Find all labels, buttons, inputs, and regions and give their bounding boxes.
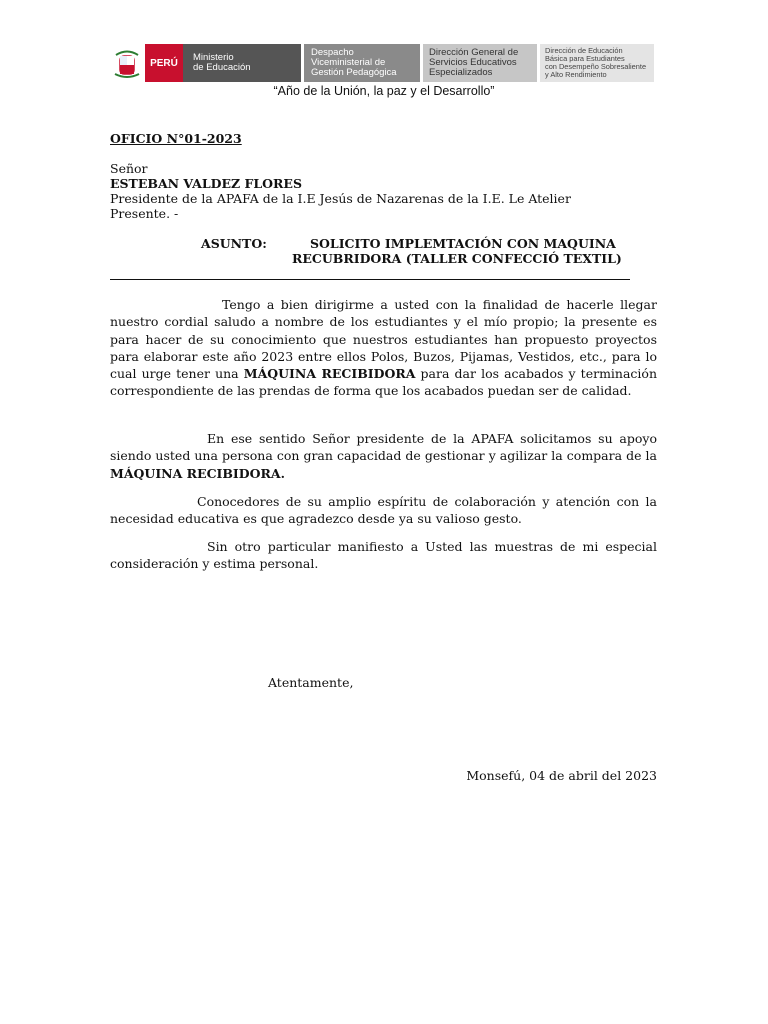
viceministry-text: Despacho Viceministerial de Gestión Pedagógica (311, 47, 397, 78)
paragraph-2-bold: MÁQUINA RECIBIDORA. (110, 465, 285, 481)
present-line: Presente. - (110, 206, 179, 221)
year-motto: “Año de la Unión, la paz y el Desarrollo” (273, 84, 495, 98)
paragraph-2 (110, 430, 657, 482)
paragraph-3: Conocedores de su amplio espíritu de colaboración y atención con la necesidad educativa es que agradezco desde ya su valioso gesto. (110, 494, 657, 527)
paragraph-1 (110, 296, 657, 400)
closing: Atentamente, (268, 675, 354, 690)
subject-line-2: RECUBRIDORA (TALLER CONFECCIÓ TEXTIL) (292, 251, 622, 266)
paragraph-4: Sin otro particular manifiesto a Usted las muestras de mi especial consideración y estima personal. (110, 539, 657, 572)
paragraph-1-text-a: Tengo a bien dirigirme a usted con la finalidad de hacerle llegar nuestro cordial saludo a nombre de los estudiantes y el mío propio; la presente es para hacer de su conocimiento que nuestros estudiantes han propuesto proyectos para elaborar este año 2023 entre ellos Polos, Buzos, Pijamas, Vestidos, etc., para lo cual urge tener una (110, 297, 657, 382)
paragraph-1-bold: MÁQUINA RECIBIDORA (243, 366, 416, 382)
direction-general-text: Dirección General de Servicios Educativos Especializados (429, 47, 519, 78)
institution-banner (109, 44, 654, 82)
direction-education-label (540, 44, 654, 82)
recipient-name: ESTEBAN VALDEZ FLORES (110, 176, 302, 191)
peru-coat-of-arms-icon (109, 44, 145, 82)
recipient-role: Presidente de la APAFA de la I.E Jesús de Nazarenas de la I.E. Le Atelier (110, 191, 571, 206)
subject-label: ASUNTO: (201, 236, 267, 251)
paragraph-2-text: En ese sentido Señor presidente de la APAFA solicitamos su apoyo siendo usted una persona con gran capacidad de gestionar y agilizar la compara de la (110, 431, 657, 464)
ministry-label (183, 44, 301, 82)
direction-education-text: Dirección de Educación Básica para Estudiantes con Desempeño Sobresaliente y Alto Rendimiento (545, 46, 647, 79)
subject-divider (110, 279, 630, 280)
paragraph-1-text-b: para dar los acabados y terminación correspondiente de las prendas de forma que los acabados puedan ser de calidad. (110, 366, 657, 399)
place-date: Monsefú, 04 de abril del 2023 (466, 768, 657, 783)
direction-general-label (423, 44, 537, 82)
subject-line-1: SOLICITO IMPLEMTACIÓN CON MAQUINA (310, 236, 616, 251)
letter-number: OFICIO N°01-2023 (110, 131, 242, 146)
ministry-text: Ministerio de Educación (193, 52, 251, 73)
viceministry-label (304, 44, 420, 82)
peru-label: PERÚ (145, 44, 183, 82)
salutation: Señor (110, 161, 148, 176)
